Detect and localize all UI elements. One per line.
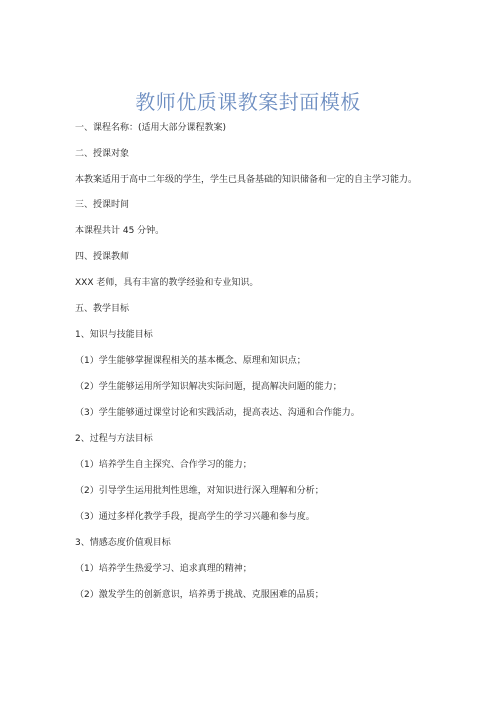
list-item: （1）学生能够掌握课程相关的基本概念、原理和知识点； bbox=[75, 356, 306, 366]
subheading-knowledge-skills: 1、知识与技能目标 bbox=[75, 330, 153, 340]
section-heading-time: 三、授课时间 bbox=[75, 200, 130, 210]
section-heading-course-name: 一、课程名称：(适用大部分课程教案) bbox=[75, 123, 227, 133]
paragraph-time: 本课程共计 45 分钟。 bbox=[75, 226, 165, 236]
section-heading-audience: 二、授课对象 bbox=[75, 149, 130, 159]
document-body bbox=[75, 122, 431, 615]
section-heading-teacher: 四、授课教师 bbox=[75, 252, 130, 262]
list-item: （3）学生能够通过课堂讨论和实践活动，提高表达、沟通和合作能力。 bbox=[75, 408, 360, 418]
list-item: （2）学生能够运用所学知识解决实际问题，提高解决问题的能力； bbox=[75, 382, 342, 392]
list-item: （1）培养学生热爱学习、追求真理的精神； bbox=[75, 564, 252, 574]
list-item: （2）引导学生运用批判性思维，对知识进行深入理解和分析； bbox=[75, 486, 324, 496]
paragraph-teacher: XXX 老师，具有丰富的教学经验和专业知识。 bbox=[75, 278, 259, 288]
section-heading-objectives: 五、教学目标 bbox=[75, 304, 130, 314]
subheading-process-methods: 2、过程与方法目标 bbox=[75, 434, 153, 444]
list-item: （3）通过多样化教学手段，提高学生的学习兴趣和参与度。 bbox=[75, 512, 315, 522]
list-item: （2）激发学生的创新意识，培养勇于挑战、克服困难的品质； bbox=[75, 590, 324, 600]
list-item: （1）培养学生自主探究、合作学习的能力； bbox=[75, 460, 252, 470]
document-title: 教师优质课教案封面模板 bbox=[135, 90, 361, 114]
paragraph-audience: 本教案适用于高中二年级的学生，学生已具备基础的知识储备和一定的自主学习能力。 bbox=[75, 175, 418, 185]
subheading-emotion-values: 3、情感态度价值观目标 bbox=[75, 538, 171, 548]
